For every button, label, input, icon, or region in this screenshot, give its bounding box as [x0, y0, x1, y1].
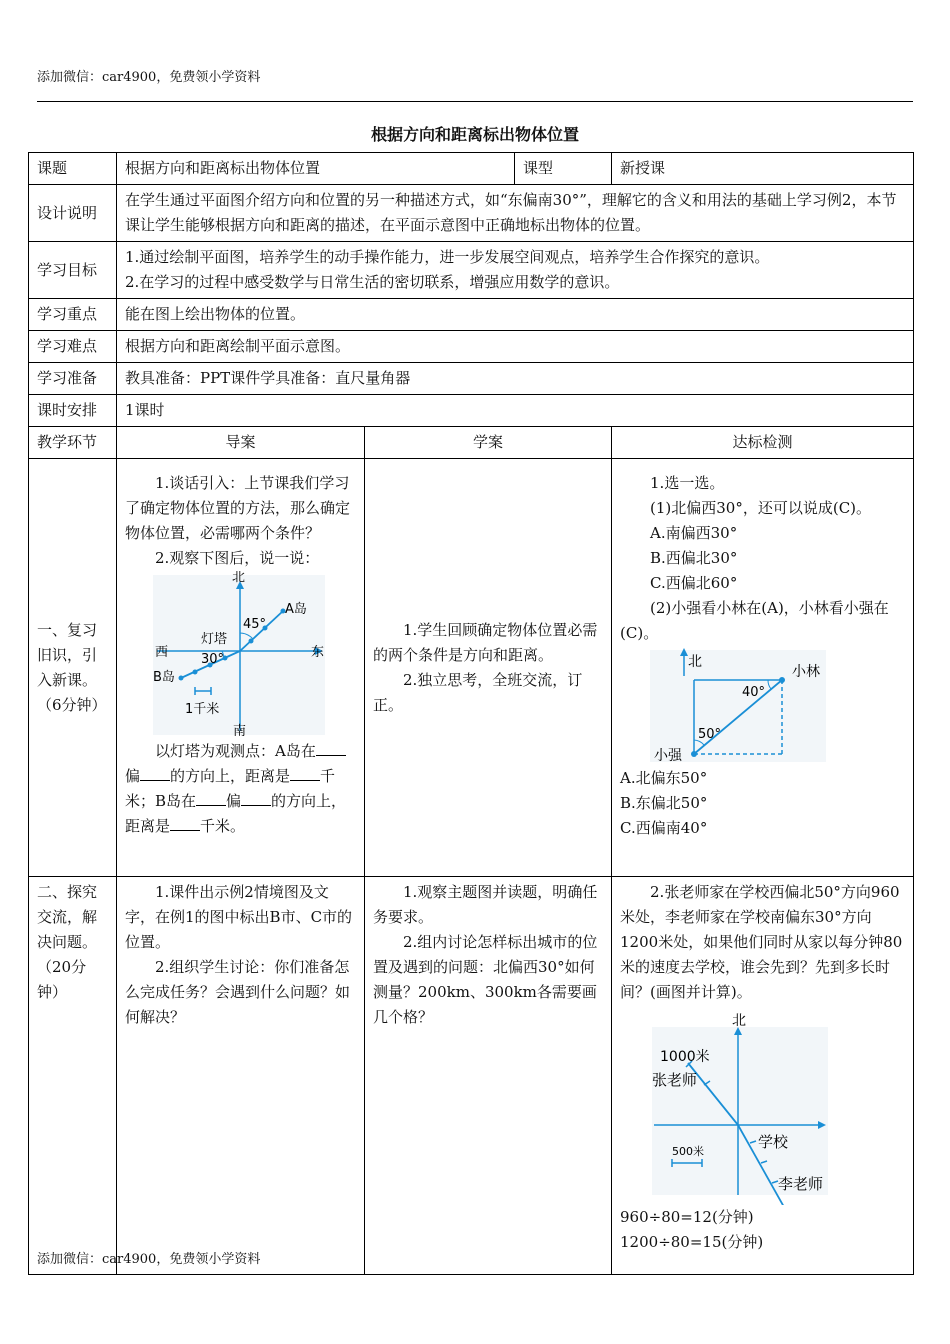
- lesson-table: [28, 152, 914, 1275]
- check-q1-b: B.西偏北30°: [650, 549, 738, 567]
- prep-label: 学习准备: [29, 363, 117, 395]
- col-guide: 导案: [117, 427, 365, 459]
- check-q1: (1)北偏西30°，还可以说成(C)。: [650, 499, 872, 517]
- goal-value: [117, 242, 914, 299]
- section2-study: [365, 877, 612, 1275]
- topic-label: 课题: [29, 153, 117, 185]
- fig3-school: 学校: [758, 1133, 789, 1151]
- check-q2-a: A.北偏东50°: [620, 769, 708, 787]
- col-stage: 教学环节: [29, 427, 117, 459]
- lighthouse-compass-figure: [125, 571, 355, 739]
- fig1-angle-b: 30°: [201, 652, 225, 667]
- fig1-b-island: B岛: [153, 670, 175, 685]
- goal-item-2: 2.在学习的过程中感受数学与日常生活的密切联系，增强应用数学的意识。: [125, 273, 620, 291]
- calc-line-2: 1200÷80=15(分钟): [620, 1233, 764, 1251]
- fig1-south: 南: [233, 724, 247, 739]
- difficulty-value: 根据方向和距离绘制平面示意图。: [117, 331, 914, 363]
- check-q2: (2)小强看小林在(A)，小林看小强在(C)。: [620, 599, 889, 642]
- fig3-teacher-li: 李老师: [778, 1175, 824, 1193]
- section2-guide: [117, 877, 365, 1275]
- fig2-xiaoqiang: 小强: [654, 748, 683, 764]
- xiaoqiang-xiaolin-figure: [620, 646, 900, 766]
- section1-guide-p2: 2.观察下图后，说一说：: [155, 549, 320, 567]
- type-value: 新授课: [612, 153, 914, 185]
- key-label: 学习重点: [29, 299, 117, 331]
- footer-note: 添加微信：car4900，免费领小学资料: [37, 1252, 261, 1267]
- key-value: 能在图上绘出物体的位置。: [117, 299, 914, 331]
- section1-guide-p1: 1.谈话引入：上节课我们学习了确定物体位置的方法，那么确定物体位置，必需哪两个条件？: [125, 474, 351, 542]
- col-study: 学案: [365, 427, 612, 459]
- section2-stage: 二、探究交流，解决问题。（20分钟）: [29, 877, 117, 1275]
- time-value: 1课时: [117, 395, 914, 427]
- section2-guide-p1: 1.课件出示例2情境图及文字，在例1的图中标出B市、C市的位置。: [125, 883, 353, 951]
- header-divider: [37, 101, 913, 102]
- fig1-lighthouse: 灯塔: [201, 632, 228, 647]
- section1-stage: 一、复习旧识，引入新课。（6分钟）: [29, 459, 117, 877]
- fig2-xiaolin: 小林: [792, 664, 821, 680]
- check-q2-b: B.东偏北50°: [620, 794, 708, 812]
- section1-study: [365, 459, 612, 877]
- time-label: 课时安排: [29, 395, 117, 427]
- fig2-angle-50: 50°: [698, 727, 722, 742]
- section1-guide-fill: 以灯塔为观测点：A岛在偏 的方向上，距离是 千米；B岛在 偏 的方向上，距离是 千米。: [125, 739, 356, 839]
- check-q: 1.选一选。: [650, 474, 725, 492]
- fig1-north: 北: [232, 571, 246, 585]
- section2-check-p: 2.张老师家在学校西偏北50°方向960米处，李老师家在学校南偏东30°方向1200米处，如果他们同时从家以每分钟80米的速度去学校，谁会先到？先到多长时间？(画图并计算)。: [620, 883, 903, 1001]
- topic-value: 根据方向和距离标出物体位置: [117, 153, 515, 185]
- fig1-angle-a: 45°: [243, 617, 267, 632]
- section2-guide-p2: 2.组织学生讨论：你们准备怎么完成任务？会遇到什么问题？如何解决？: [125, 958, 351, 1026]
- fig3-scale: 500米: [672, 1145, 705, 1158]
- difficulty-label: 学习难点: [29, 331, 117, 363]
- section1-study-p2: 2.独立思考，全班交流，订正。: [373, 670, 583, 714]
- section1-guide: [117, 459, 365, 877]
- page-title: 根据方向和距离标出物体位置: [370, 125, 579, 144]
- design-value: 在学生通过平面图介绍方向和位置的另一种描述方式，如“东偏南30°”，理解它的含义和用法的基础上学习例2，本节课让学生能够根据方向和距离的描述，在平面示意图中正确地标出物体的位置。: [117, 185, 914, 242]
- design-label: 设计说明: [29, 185, 117, 242]
- header-note: 添加微信：car4900，免费领小学资料: [37, 70, 261, 85]
- section2-study-p2: 2.组内讨论怎样标出城市的位置及遇到的问题：北偏西30°如何测量？200km、300km各需要画几个格？: [373, 933, 598, 1026]
- fig1-west: 西: [155, 645, 169, 660]
- check-q1-c: C.西偏北60°: [650, 574, 738, 592]
- fig2-north: 北: [688, 654, 703, 670]
- section2-study-p1: 1.观察主题图并读题，明确任务要求。: [373, 883, 598, 926]
- fig1-scale: 1千米: [185, 702, 220, 717]
- prep-value: 教具准备：PPT课件学具准备：直尺量角器: [117, 363, 914, 395]
- fig3-north: 北: [732, 1013, 747, 1029]
- type-label: 课型: [515, 153, 612, 185]
- goal-label: 学习目标: [29, 242, 117, 299]
- col-check: 达标检测: [612, 427, 914, 459]
- section2-check: [612, 877, 914, 1275]
- check-q1-a: A.南偏西30°: [650, 524, 738, 542]
- fig1-a-island: A岛: [285, 602, 307, 617]
- section1-study-p1: 1.学生回顾确定物体位置必需的两个条件是方向和距离。: [373, 620, 598, 664]
- fig3-distance: 1000米: [660, 1049, 710, 1065]
- fig3-teacher-zhang: 张老师: [652, 1071, 698, 1089]
- fig1-east: 东: [311, 645, 325, 660]
- check-q2-c: C.西偏南40°: [620, 819, 708, 837]
- fig2-angle-40: 40°: [742, 685, 766, 700]
- goal-item-1: 1.通过绘制平面图，培养学生的动手操作能力，进一步发展空间观点，培养学生合作探究的意识。: [125, 248, 770, 266]
- teachers-school-figure: [620, 1005, 900, 1205]
- calc-line-1: 960÷80=12(分钟): [620, 1208, 754, 1226]
- section1-check: [612, 459, 914, 877]
